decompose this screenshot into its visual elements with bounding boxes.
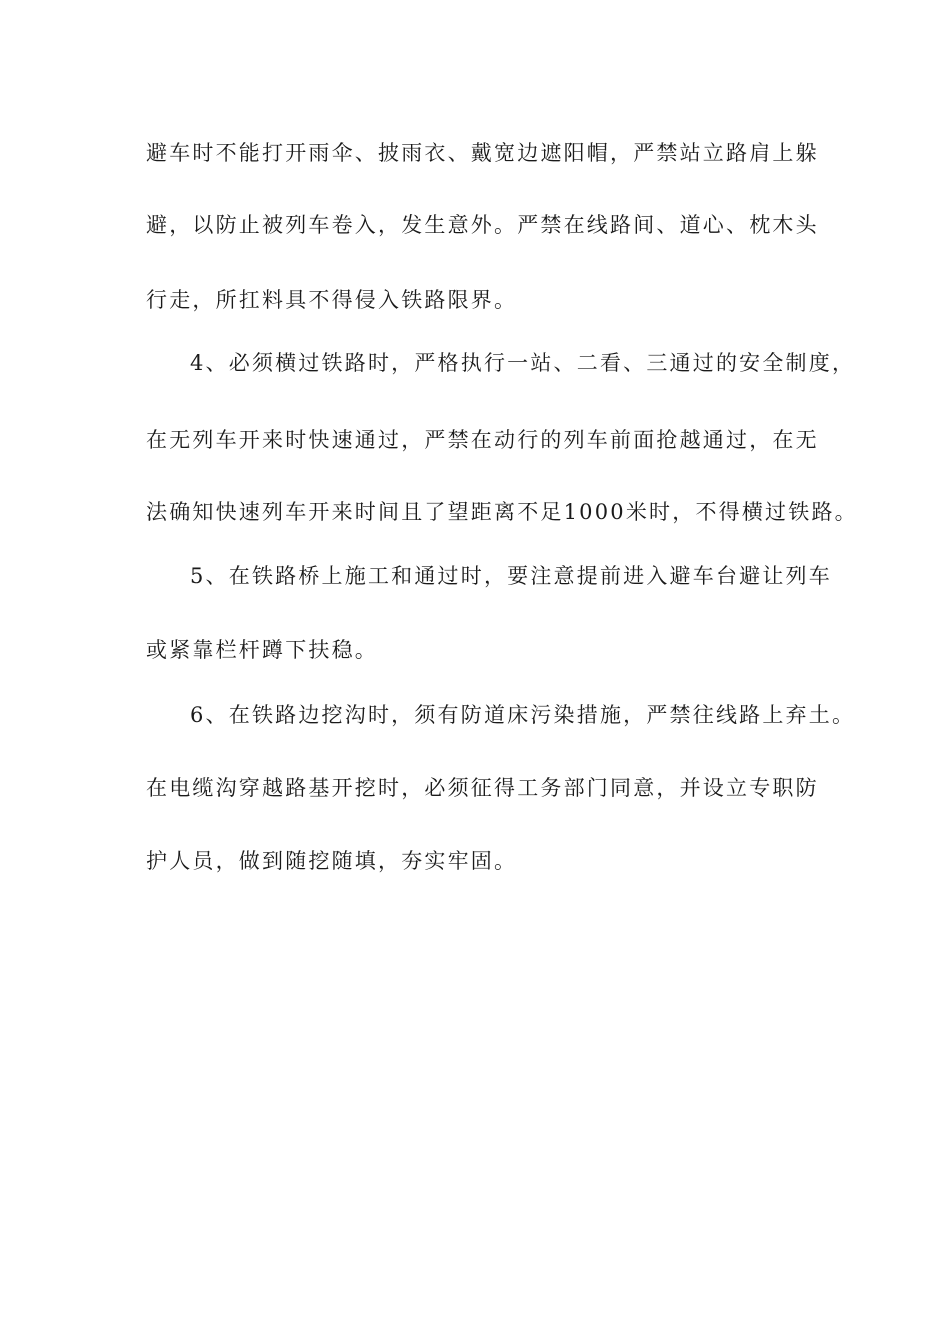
paragraph-line: 在电缆沟穿越路基开挖时，必须征得工务部门同意，并设立专职防 [146,776,819,800]
paragraph-line: 行走，所扛料具不得侵入铁路限界。 [146,288,518,312]
paragraph-line: 6、在铁路边挖沟时，须有防道床污染措施，严禁往线路上弃土。 [190,703,856,727]
paragraph-line: 避，以防止被列车卷入，发生意外。严禁在线路间、道心、枕木头 [146,213,819,237]
paragraph-line: 护人员，做到随挖随填，夯实牢固。 [146,849,518,873]
paragraph-line: 避车时不能打开雨伞、披雨衣、戴宽边遮阳帽，严禁站立路肩上躲 [146,141,819,165]
paragraph-line: 或紧靠栏杆蹲下扶稳。 [146,638,378,662]
paragraph-line: 在无列车开来时快速通过，严禁在动行的列车前面抢越通过，在无 [146,428,819,452]
paragraph-line: 4、必须横过铁路时，严格执行一站、二看、三通过的安全制度， [190,351,856,375]
paragraph-line: 法确知快速列车开来时间且了望距离不足1000米时，不得横过铁路。 [146,500,858,524]
paragraph-line: 5、在铁路桥上施工和通过时，要注意提前进入避车台避让列车 [190,564,832,588]
